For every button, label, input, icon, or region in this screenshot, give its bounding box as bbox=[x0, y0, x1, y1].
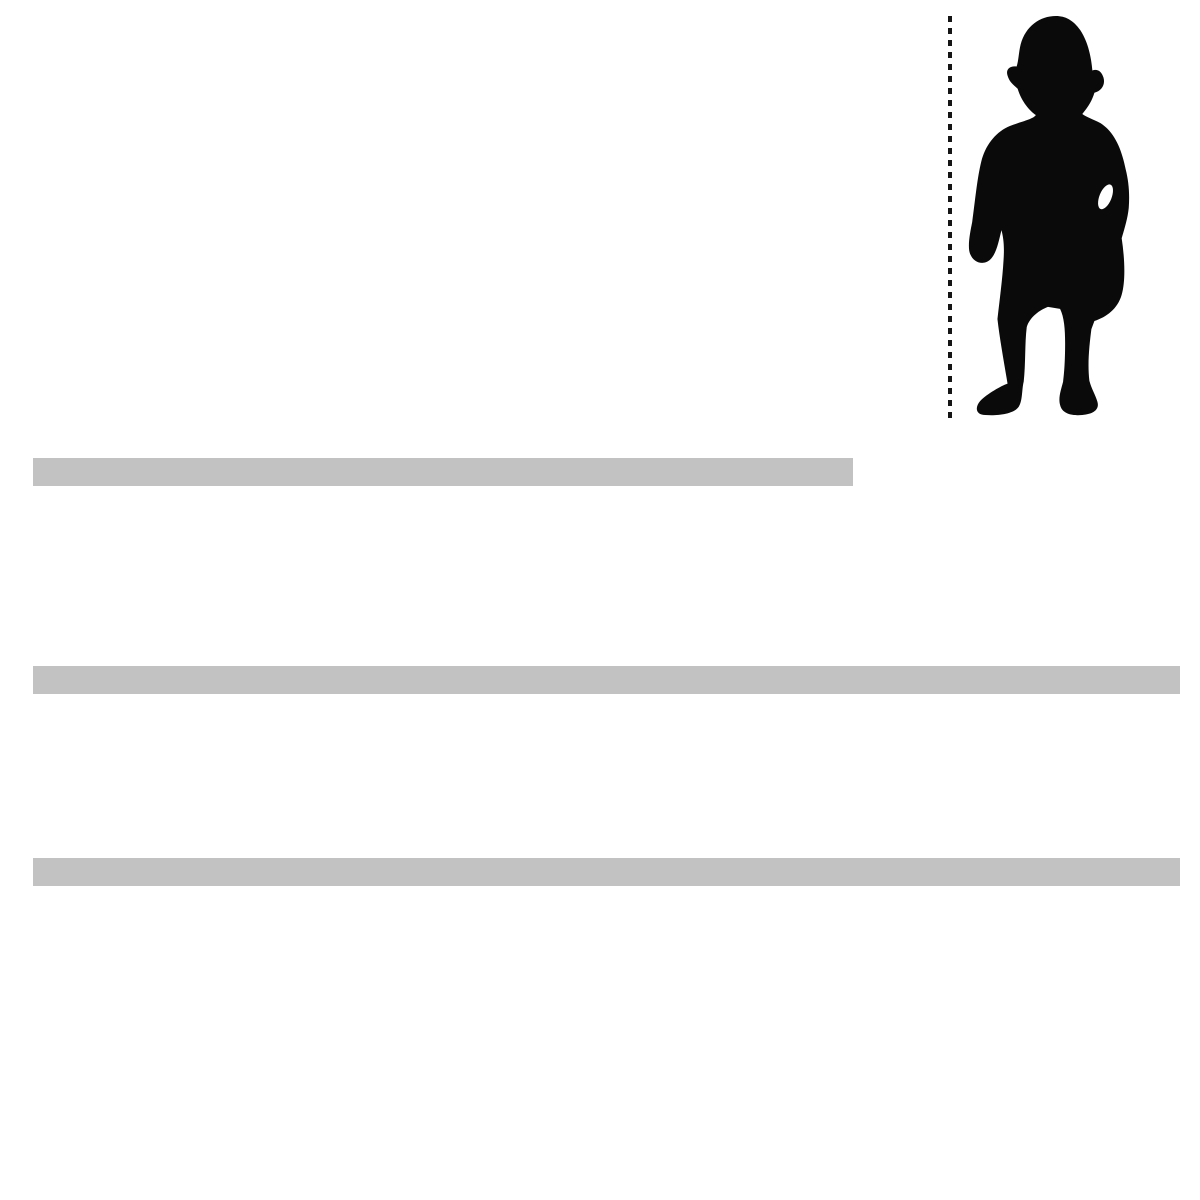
section-babies-textile bbox=[33, 846, 1180, 886]
section-junior-textile bbox=[33, 430, 853, 486]
toddler-silhouette-icon bbox=[966, 14, 1140, 418]
size-header-band bbox=[33, 666, 1180, 694]
section-childrens-textile bbox=[33, 641, 1180, 694]
height-measure-dashed-line bbox=[948, 16, 952, 418]
size-header-band bbox=[33, 858, 1180, 886]
size-header-band bbox=[33, 458, 853, 486]
